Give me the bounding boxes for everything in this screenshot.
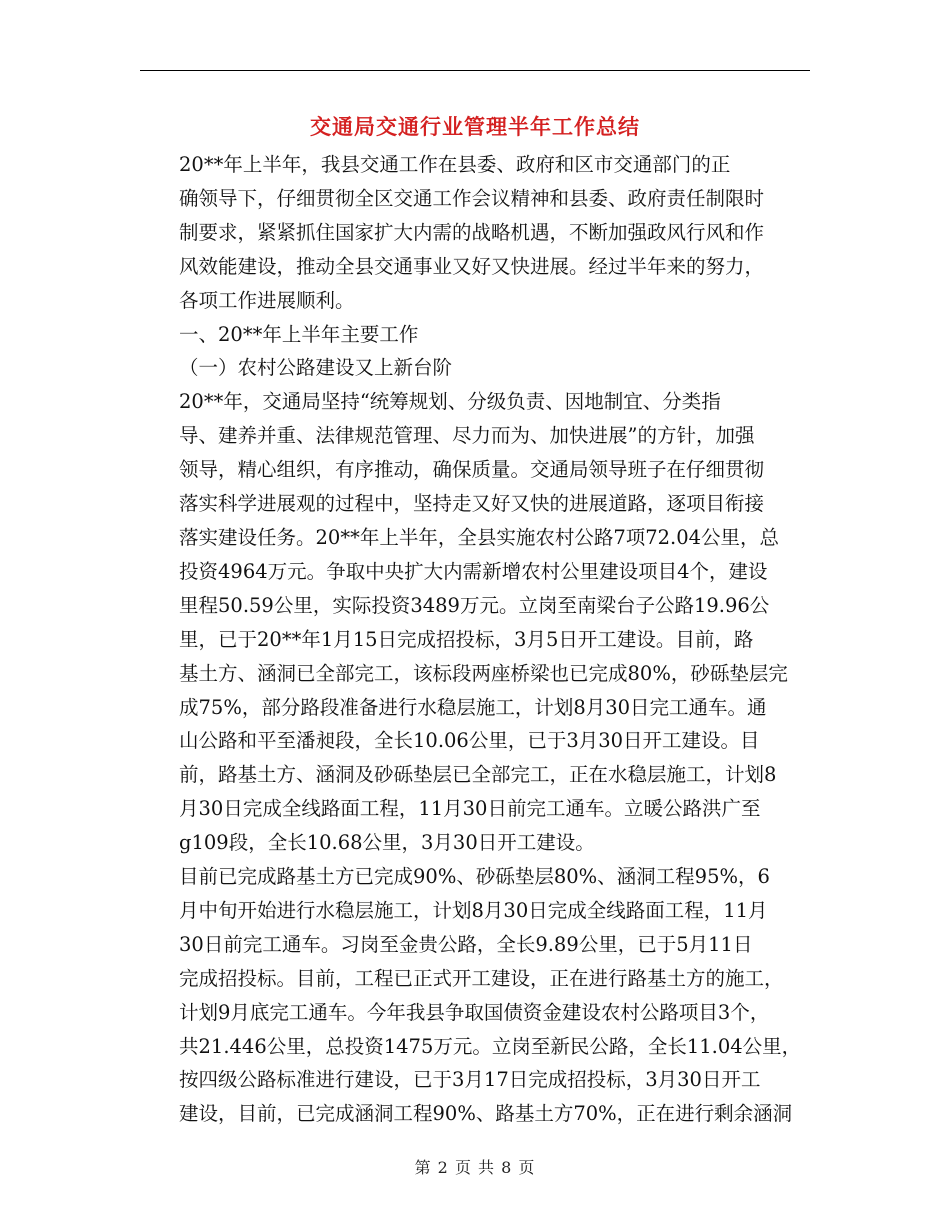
text-line: 确领导下，仔细贯彻全区交通工作会议精神和县委、政府责任制限时 [179,186,765,210]
text-line: 领导，精心组织，有序推动，确保质量。交通局领导班子在仔细贯彻 [179,458,765,482]
text-line: 月中旬开始进行水稳层施工，计划8月30日完成全线路面工程，11月 [179,898,768,922]
text-line: 里，已于20**年1月15日完成招投标，3月5日开工建设。目前，路 [179,627,754,651]
text-line: 30日前完工通车。习岗至金贵公路，全长9.89公里，已于5月11日 [179,932,753,956]
text-line: （一）农村公路建设又上新台阶 [179,356,453,380]
paragraph [140,385,812,860]
text-line: 月30日完成全线路面工程，11月30日前完工通车。立暖公路洪广至 [179,797,761,821]
text-line: 前，路基土方、涵洞及砂砾垫层已全部完工，正在水稳层施工，计划8 [179,763,777,787]
text-line: 共21.446公里，总投资1475万元。立岗至新民公路，全长11.04公里， [179,1034,802,1058]
text-line: 山公路和平至潘昶段，全长10.06公里，已于3月30日开工建设。目 [179,729,760,753]
text-line: 里程50.59公里，实际投资3489万元。立岗至南梁台子公路19.96公 [179,593,770,617]
text-line: 风效能建设，推动全县交通事业又好又快进展。经过半年来的努力， [179,254,765,278]
text-line: 完成招投标。目前，工程已正式开工建设，正在进行路基土方的施工， [179,966,784,990]
header-rule [140,70,810,71]
text-line: 一、20**年上半年主要工作 [179,322,419,346]
paragraph [140,860,812,1131]
paragraph [140,351,812,385]
text-line: 按四级公路标准进行建设，已于3月17日完成招投标，3月30日开工 [179,1068,761,1092]
text-line: 目前已完成路基土方已完成90%、砂砾垫层80%、涵洞工程95%，6 [179,865,770,889]
text-line: 落实建设任务。20**年上半年，全县实施农村公路7项72.04公里，总 [179,525,780,549]
paragraph [140,148,812,318]
document-body [140,148,812,1131]
paragraph [140,318,812,352]
text-line: 计划9月底完工通车。今年我县争取国债资金建设农村公路项目3个， [179,1000,770,1024]
page-number: 第 2 页 共 8 页 [414,1158,536,1177]
text-line: 制要求，紧紧抓住国家扩大内需的战略机遇，不断加强政风行风和作 [179,220,765,244]
text-line: 投资4964万元。争取中央扩大内需新增农村公里建设项目4个，建设 [179,559,768,583]
document-title: 交通局交通行业管理半年工作总结 [310,115,640,139]
text-line: 20**年上半年，我县交通工作在县委、政府和区市交通部门的正 [179,153,731,176]
text-line: g109段，全长10.68公里，3月30日开工建设。 [179,831,595,855]
text-line: 基土方、涵洞已全部完工，该标段两座桥梁也已完成80%，砂砾垫层完 [179,661,788,685]
text-line: 成75%，部分路段准备进行水稳层施工，计划8月30日完工通车。通 [179,695,767,719]
text-line: 建设，目前，已完成涵洞工程90%、路基土方70%，正在进行剩余涵洞 [179,1102,793,1126]
text-line: 20**年，交通局坚持“统筹规划、分级负责、因地制宜、分类指 [179,390,721,414]
text-line: 导、建养并重、法律规范管理、尽力而为、加快进展”的方针，加强 [179,424,755,448]
text-line: 各项工作进展顺利。 [179,288,355,312]
text-line: 落实科学进展观的过程中，坚持走又好又快的进展道路，逐项目衔接 [179,492,765,516]
